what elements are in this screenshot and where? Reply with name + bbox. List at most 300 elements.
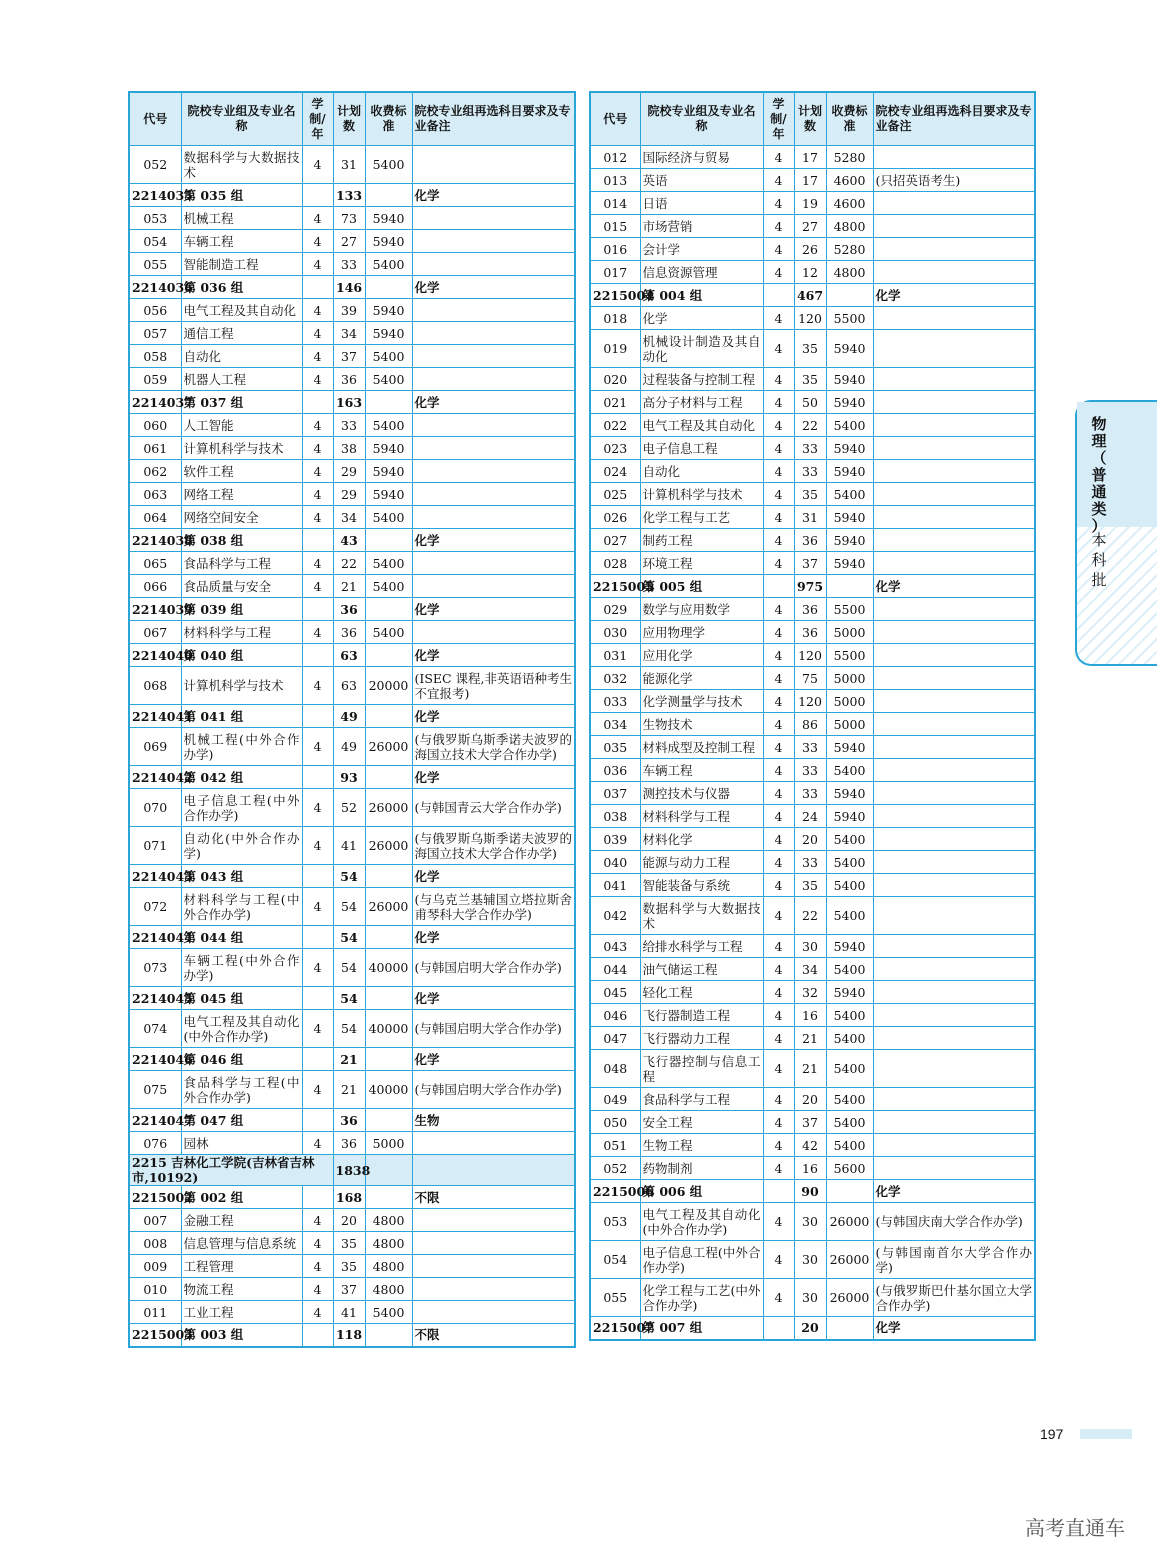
header-code: 代号 xyxy=(129,92,181,146)
years-cell: 4 xyxy=(763,215,794,238)
header-fee: 收费标准 xyxy=(365,92,412,146)
major-row xyxy=(129,1132,575,1155)
major-row xyxy=(129,1255,575,1278)
fee-cell: 5400 xyxy=(365,621,412,644)
code-cell: 054 xyxy=(129,230,181,253)
fee-cell: 5940 xyxy=(826,368,873,391)
code-cell: 2214041 xyxy=(129,705,181,728)
major-row xyxy=(590,414,1035,437)
years-cell: 4 xyxy=(763,851,794,874)
years-cell: 4 xyxy=(302,1209,333,1232)
name-cell: 药物制剂 xyxy=(640,1157,763,1180)
remark-cell: (与韩国启明大学合作办学) xyxy=(412,1010,575,1048)
remark-cell: 化学 xyxy=(412,276,575,299)
header-years: 学制/年 xyxy=(763,92,794,146)
major-row xyxy=(129,1071,575,1109)
code-cell: 2214046 xyxy=(129,1048,181,1071)
name-cell: 食品科学与工程 xyxy=(181,552,302,575)
plan-cell: 118 xyxy=(333,1324,365,1347)
years-cell: 4 xyxy=(302,460,333,483)
code-cell: 033 xyxy=(590,690,640,713)
plan-cell: 21 xyxy=(333,575,365,598)
name-cell: 信息资源管理 xyxy=(640,261,763,284)
name-cell: 第 006 组 xyxy=(640,1180,763,1203)
fee-cell: 5000 xyxy=(826,621,873,644)
major-row xyxy=(590,506,1035,529)
code-cell: 2214045 xyxy=(129,987,181,1010)
header-years: 学制/年 xyxy=(302,92,333,146)
fee-cell: 5940 xyxy=(826,506,873,529)
years-cell xyxy=(302,276,333,299)
fee-cell: 26000 xyxy=(365,888,412,926)
fee-cell: 5600 xyxy=(826,1157,873,1180)
remark-cell xyxy=(873,146,1035,169)
remark-cell xyxy=(873,874,1035,897)
plan-cell: 22 xyxy=(794,897,826,935)
remark-cell xyxy=(873,736,1035,759)
remark-cell xyxy=(412,1132,575,1155)
code-cell: 020 xyxy=(590,368,640,391)
code-cell: 059 xyxy=(129,368,181,391)
remark-cell xyxy=(412,299,575,322)
plan-cell: 30 xyxy=(794,1203,826,1241)
fee-cell xyxy=(365,987,412,1010)
fee-cell: 5940 xyxy=(826,552,873,575)
header-plan: 计划数 xyxy=(794,92,826,146)
plan-cell: 34 xyxy=(333,322,365,345)
remark-cell: 不限 xyxy=(412,1186,575,1209)
remark-cell: (与乌克兰基辅国立塔拉斯舍甫琴科大学合作办学) xyxy=(412,888,575,926)
fee-cell: 40000 xyxy=(365,1010,412,1048)
remark-cell xyxy=(873,713,1035,736)
plan-cell: 35 xyxy=(794,483,826,506)
plan-cell: 36 xyxy=(333,598,365,621)
years-cell xyxy=(302,926,333,949)
fee-cell xyxy=(365,1048,412,1071)
name-cell: 电子信息工程(中外合作办学) xyxy=(181,789,302,827)
fee-cell: 40000 xyxy=(365,1071,412,1109)
plan-cell: 33 xyxy=(794,851,826,874)
years-cell xyxy=(302,1109,333,1132)
years-cell: 4 xyxy=(302,728,333,766)
name-cell: 信息管理与信息系统 xyxy=(181,1232,302,1255)
remark-cell xyxy=(412,575,575,598)
years-cell: 4 xyxy=(302,483,333,506)
name-cell: 自动化(中外合作办学) xyxy=(181,827,302,865)
code-cell: 049 xyxy=(590,1088,640,1111)
fee-cell: 5940 xyxy=(365,322,412,345)
code-cell: 029 xyxy=(590,598,640,621)
plan-cell: 34 xyxy=(333,506,365,529)
years-cell xyxy=(302,987,333,1010)
plan-cell: 33 xyxy=(333,414,365,437)
name-cell: 飞行器控制与信息工程 xyxy=(640,1050,763,1088)
plan-cell: 36 xyxy=(333,368,365,391)
name-cell: 给排水科学与工程 xyxy=(640,935,763,958)
major-row xyxy=(590,621,1035,644)
fee-cell: 5400 xyxy=(826,1027,873,1050)
code-cell: 2215005 xyxy=(590,575,640,598)
years-cell xyxy=(302,766,333,789)
remark-cell xyxy=(873,851,1035,874)
remark-cell: (与韩国启明大学合作办学) xyxy=(412,1071,575,1109)
plan-cell: 36 xyxy=(794,529,826,552)
code-cell: 036 xyxy=(590,759,640,782)
fee-cell: 26000 xyxy=(365,827,412,865)
code-cell: 016 xyxy=(590,238,640,261)
years-cell: 4 xyxy=(302,1071,333,1109)
code-cell: 074 xyxy=(129,1010,181,1048)
plan-cell: 27 xyxy=(794,215,826,238)
fee-cell xyxy=(826,1180,873,1203)
remark-cell xyxy=(873,621,1035,644)
fee-cell: 5400 xyxy=(365,253,412,276)
years-cell: 4 xyxy=(302,299,333,322)
major-row xyxy=(590,958,1035,981)
group-row xyxy=(129,987,575,1010)
code-cell: 037 xyxy=(590,782,640,805)
name-cell: 机械工程(中外合作办学) xyxy=(181,728,302,766)
major-row xyxy=(590,1050,1035,1088)
plan-cell: 63 xyxy=(333,644,365,667)
years-cell: 4 xyxy=(763,506,794,529)
fee-cell xyxy=(365,529,412,552)
fee-cell: 20000 xyxy=(365,667,412,705)
code-cell: 075 xyxy=(129,1071,181,1109)
remark-cell xyxy=(873,437,1035,460)
name-cell: 第 041 组 xyxy=(181,705,302,728)
remark-cell xyxy=(873,192,1035,215)
name-cell: 能源化学 xyxy=(640,667,763,690)
group-row xyxy=(129,1324,575,1347)
remark-cell: (与韩国南首尔大学合作办学) xyxy=(873,1241,1035,1279)
plan-cell: 50 xyxy=(794,391,826,414)
years-cell: 4 xyxy=(763,307,794,330)
plan-cell: 35 xyxy=(794,368,826,391)
fee-cell: 5940 xyxy=(826,935,873,958)
code-cell: 2215007 xyxy=(590,1317,640,1340)
name-cell: 材料科学与工程 xyxy=(640,805,763,828)
name-cell: 车辆工程 xyxy=(181,230,302,253)
major-row xyxy=(129,789,575,827)
fee-cell: 5940 xyxy=(365,437,412,460)
plan-cell: 120 xyxy=(794,690,826,713)
years-cell: 4 xyxy=(302,368,333,391)
name-cell: 车辆工程(中外合作办学) xyxy=(181,949,302,987)
fee-cell: 4800 xyxy=(365,1255,412,1278)
major-row xyxy=(590,330,1035,368)
years-cell: 4 xyxy=(763,1157,794,1180)
school-row xyxy=(129,1155,575,1186)
name-cell: 第 037 组 xyxy=(181,391,302,414)
major-row xyxy=(129,1278,575,1301)
name-cell: 飞行器制造工程 xyxy=(640,1004,763,1027)
major-row xyxy=(129,146,575,184)
name-cell: 网络空间安全 xyxy=(181,506,302,529)
remark-cell: 化学 xyxy=(412,705,575,728)
name-cell: 第 045 组 xyxy=(181,987,302,1010)
fee-cell: 5400 xyxy=(365,414,412,437)
name-cell: 第 038 组 xyxy=(181,529,302,552)
fee-cell xyxy=(365,926,412,949)
plan-cell: 86 xyxy=(794,713,826,736)
remark-cell xyxy=(873,1004,1035,1027)
plan-cell: 35 xyxy=(333,1232,365,1255)
years-cell: 4 xyxy=(763,736,794,759)
right-admissions-table xyxy=(589,91,1036,1341)
fee-cell: 5940 xyxy=(826,805,873,828)
fee-cell: 5940 xyxy=(365,207,412,230)
years-cell: 4 xyxy=(302,789,333,827)
plan-cell: 33 xyxy=(794,460,826,483)
code-cell: 024 xyxy=(590,460,640,483)
major-row xyxy=(590,690,1035,713)
major-row xyxy=(590,667,1035,690)
years-cell: 4 xyxy=(763,192,794,215)
plan-cell: 35 xyxy=(794,330,826,368)
major-row xyxy=(129,1232,575,1255)
fee-cell xyxy=(365,1324,412,1347)
code-cell: 076 xyxy=(129,1132,181,1155)
code-cell: 2214039 xyxy=(129,598,181,621)
remark-cell xyxy=(412,621,575,644)
major-row xyxy=(590,736,1035,759)
years-cell: 4 xyxy=(302,1010,333,1048)
plan-cell: 42 xyxy=(794,1134,826,1157)
name-cell: 园林 xyxy=(181,1132,302,1155)
fee-cell: 5400 xyxy=(826,874,873,897)
name-cell: 飞行器动力工程 xyxy=(640,1027,763,1050)
code-cell: 055 xyxy=(129,253,181,276)
tab-title: 物理（普通类） xyxy=(1091,415,1107,535)
remark-cell xyxy=(412,460,575,483)
remark-cell xyxy=(873,368,1035,391)
plan-cell: 21 xyxy=(333,1071,365,1109)
name-cell: 日语 xyxy=(640,192,763,215)
code-cell: 008 xyxy=(129,1232,181,1255)
remark-cell: 化学 xyxy=(873,1317,1035,1340)
code-cell: 054 xyxy=(590,1241,640,1279)
code-cell: 012 xyxy=(590,146,640,169)
table-header xyxy=(129,92,575,146)
fee-cell xyxy=(365,391,412,414)
fee-cell: 4800 xyxy=(365,1232,412,1255)
code-cell: 067 xyxy=(129,621,181,644)
name-cell: 化学工程与工艺(中外合作办学) xyxy=(640,1279,763,1317)
remark-cell xyxy=(873,414,1035,437)
major-row xyxy=(129,552,575,575)
plan-cell: 20 xyxy=(794,1088,826,1111)
code-cell: 010 xyxy=(129,1278,181,1301)
plan-cell: 16 xyxy=(794,1157,826,1180)
years-cell: 4 xyxy=(763,261,794,284)
plan-cell: 63 xyxy=(333,667,365,705)
plan-cell: 49 xyxy=(333,728,365,766)
major-row xyxy=(590,1111,1035,1134)
years-cell xyxy=(302,529,333,552)
years-cell: 4 xyxy=(763,330,794,368)
major-row xyxy=(590,1279,1035,1317)
remark-cell xyxy=(412,1155,575,1186)
years-cell: 4 xyxy=(302,414,333,437)
plan-cell: 93 xyxy=(333,766,365,789)
plan-cell: 30 xyxy=(794,1241,826,1279)
fee-cell: 4800 xyxy=(365,1209,412,1232)
name-cell: 化学 xyxy=(640,307,763,330)
remark-cell xyxy=(412,437,575,460)
plan-cell: 43 xyxy=(333,529,365,552)
code-cell: 2214044 xyxy=(129,926,181,949)
fee-cell: 5400 xyxy=(365,368,412,391)
major-row xyxy=(129,322,575,345)
name-cell: 过程装备与控制工程 xyxy=(640,368,763,391)
plan-cell: 30 xyxy=(794,935,826,958)
code-cell: 009 xyxy=(129,1255,181,1278)
name-cell: 计算机科学与技术 xyxy=(640,483,763,506)
code-cell: 062 xyxy=(129,460,181,483)
header-remark: 院校专业组再选科目要求及专业备注 xyxy=(873,92,1035,146)
plan-cell: 54 xyxy=(333,1010,365,1048)
plan-cell: 37 xyxy=(333,345,365,368)
code-cell: 031 xyxy=(590,644,640,667)
header-code: 代号 xyxy=(590,92,640,146)
code-cell: 2214036 xyxy=(129,276,181,299)
name-cell: 材料科学与工程(中外合作办学) xyxy=(181,888,302,926)
remark-cell xyxy=(412,1209,575,1232)
years-cell: 4 xyxy=(763,644,794,667)
years-cell: 4 xyxy=(763,1241,794,1279)
years-cell: 4 xyxy=(302,1278,333,1301)
code-cell: 044 xyxy=(590,958,640,981)
years-cell: 4 xyxy=(763,667,794,690)
fee-cell: 5000 xyxy=(826,667,873,690)
plan-cell: 75 xyxy=(794,667,826,690)
plan-cell: 52 xyxy=(333,789,365,827)
years-cell xyxy=(302,705,333,728)
plan-cell: 22 xyxy=(333,552,365,575)
remark-cell: (与韩国庆南大学合作办学) xyxy=(873,1203,1035,1241)
years-cell: 4 xyxy=(302,506,333,529)
years-cell xyxy=(763,284,794,307)
major-row xyxy=(590,1157,1035,1180)
remark-cell xyxy=(873,391,1035,414)
code-cell: 040 xyxy=(590,851,640,874)
plan-cell: 467 xyxy=(794,284,826,307)
plan-cell: 54 xyxy=(333,949,365,987)
plan-cell: 36 xyxy=(794,621,826,644)
left-admissions-table xyxy=(128,91,576,1348)
major-row xyxy=(590,897,1035,935)
fee-cell: 5400 xyxy=(826,483,873,506)
remark-cell xyxy=(412,483,575,506)
plan-cell: 20 xyxy=(333,1209,365,1232)
code-cell: 028 xyxy=(590,552,640,575)
group-row xyxy=(129,276,575,299)
plan-cell: 975 xyxy=(794,575,826,598)
remark-cell xyxy=(873,1027,1035,1050)
remark-cell xyxy=(873,529,1035,552)
fee-cell: 4800 xyxy=(826,215,873,238)
code-cell: 023 xyxy=(590,437,640,460)
code-cell: 055 xyxy=(590,1279,640,1317)
plan-cell: 21 xyxy=(333,1048,365,1071)
major-row xyxy=(590,460,1035,483)
years-cell: 4 xyxy=(302,621,333,644)
plan-cell: 29 xyxy=(333,460,365,483)
code-cell: 048 xyxy=(590,1050,640,1088)
years-cell xyxy=(763,1317,794,1340)
plan-cell: 22 xyxy=(794,414,826,437)
remark-cell: 化学 xyxy=(412,1048,575,1071)
major-row xyxy=(590,851,1035,874)
plan-cell: 39 xyxy=(333,299,365,322)
name-cell: 应用化学 xyxy=(640,644,763,667)
years-cell: 4 xyxy=(763,146,794,169)
code-cell: 073 xyxy=(129,949,181,987)
years-cell: 4 xyxy=(302,437,333,460)
major-row xyxy=(590,1203,1035,1241)
remark-cell xyxy=(873,238,1035,261)
major-row xyxy=(590,644,1035,667)
fee-cell: 5940 xyxy=(826,330,873,368)
code-cell: 022 xyxy=(590,414,640,437)
years-cell: 4 xyxy=(763,1203,794,1241)
major-row xyxy=(590,935,1035,958)
remark-cell xyxy=(873,667,1035,690)
plan-cell: 33 xyxy=(794,782,826,805)
fee-cell: 5940 xyxy=(365,460,412,483)
years-cell: 4 xyxy=(763,1279,794,1317)
name-cell: 会计学 xyxy=(640,238,763,261)
remark-cell xyxy=(873,330,1035,368)
years-cell: 4 xyxy=(763,897,794,935)
fee-cell: 4600 xyxy=(826,192,873,215)
name-cell: 电气工程及其自动化 xyxy=(181,299,302,322)
major-row xyxy=(129,575,575,598)
name-cell: 电气工程及其自动化 xyxy=(640,414,763,437)
group-row xyxy=(590,575,1035,598)
fee-cell xyxy=(826,1317,873,1340)
fee-cell: 40000 xyxy=(365,949,412,987)
years-cell: 4 xyxy=(763,1111,794,1134)
years-cell: 4 xyxy=(302,207,333,230)
group-row xyxy=(129,184,575,207)
plan-cell: 12 xyxy=(794,261,826,284)
years-cell: 4 xyxy=(302,345,333,368)
remark-cell: 化学 xyxy=(873,1180,1035,1203)
plan-cell: 120 xyxy=(794,644,826,667)
name-cell: 第 004 组 xyxy=(640,284,763,307)
major-row xyxy=(590,437,1035,460)
name-cell: 高分子材料与工程 xyxy=(640,391,763,414)
major-row xyxy=(590,368,1035,391)
years-cell: 4 xyxy=(763,598,794,621)
page-number: 197 xyxy=(1040,1426,1064,1442)
major-row xyxy=(590,529,1035,552)
remark-cell: (与俄罗斯巴什基尔国立大学合作办学) xyxy=(873,1279,1035,1317)
code-cell: 014 xyxy=(590,192,640,215)
name-cell: 工程管理 xyxy=(181,1255,302,1278)
years-cell: 4 xyxy=(302,1132,333,1155)
remark-cell: 化学 xyxy=(412,598,575,621)
code-cell: 064 xyxy=(129,506,181,529)
name-cell: 食品科学与工程(中外合作办学) xyxy=(181,1071,302,1109)
plan-cell: 27 xyxy=(333,230,365,253)
remark-cell xyxy=(873,828,1035,851)
name-cell: 轻化工程 xyxy=(640,981,763,1004)
remark-cell xyxy=(412,207,575,230)
major-row xyxy=(590,238,1035,261)
